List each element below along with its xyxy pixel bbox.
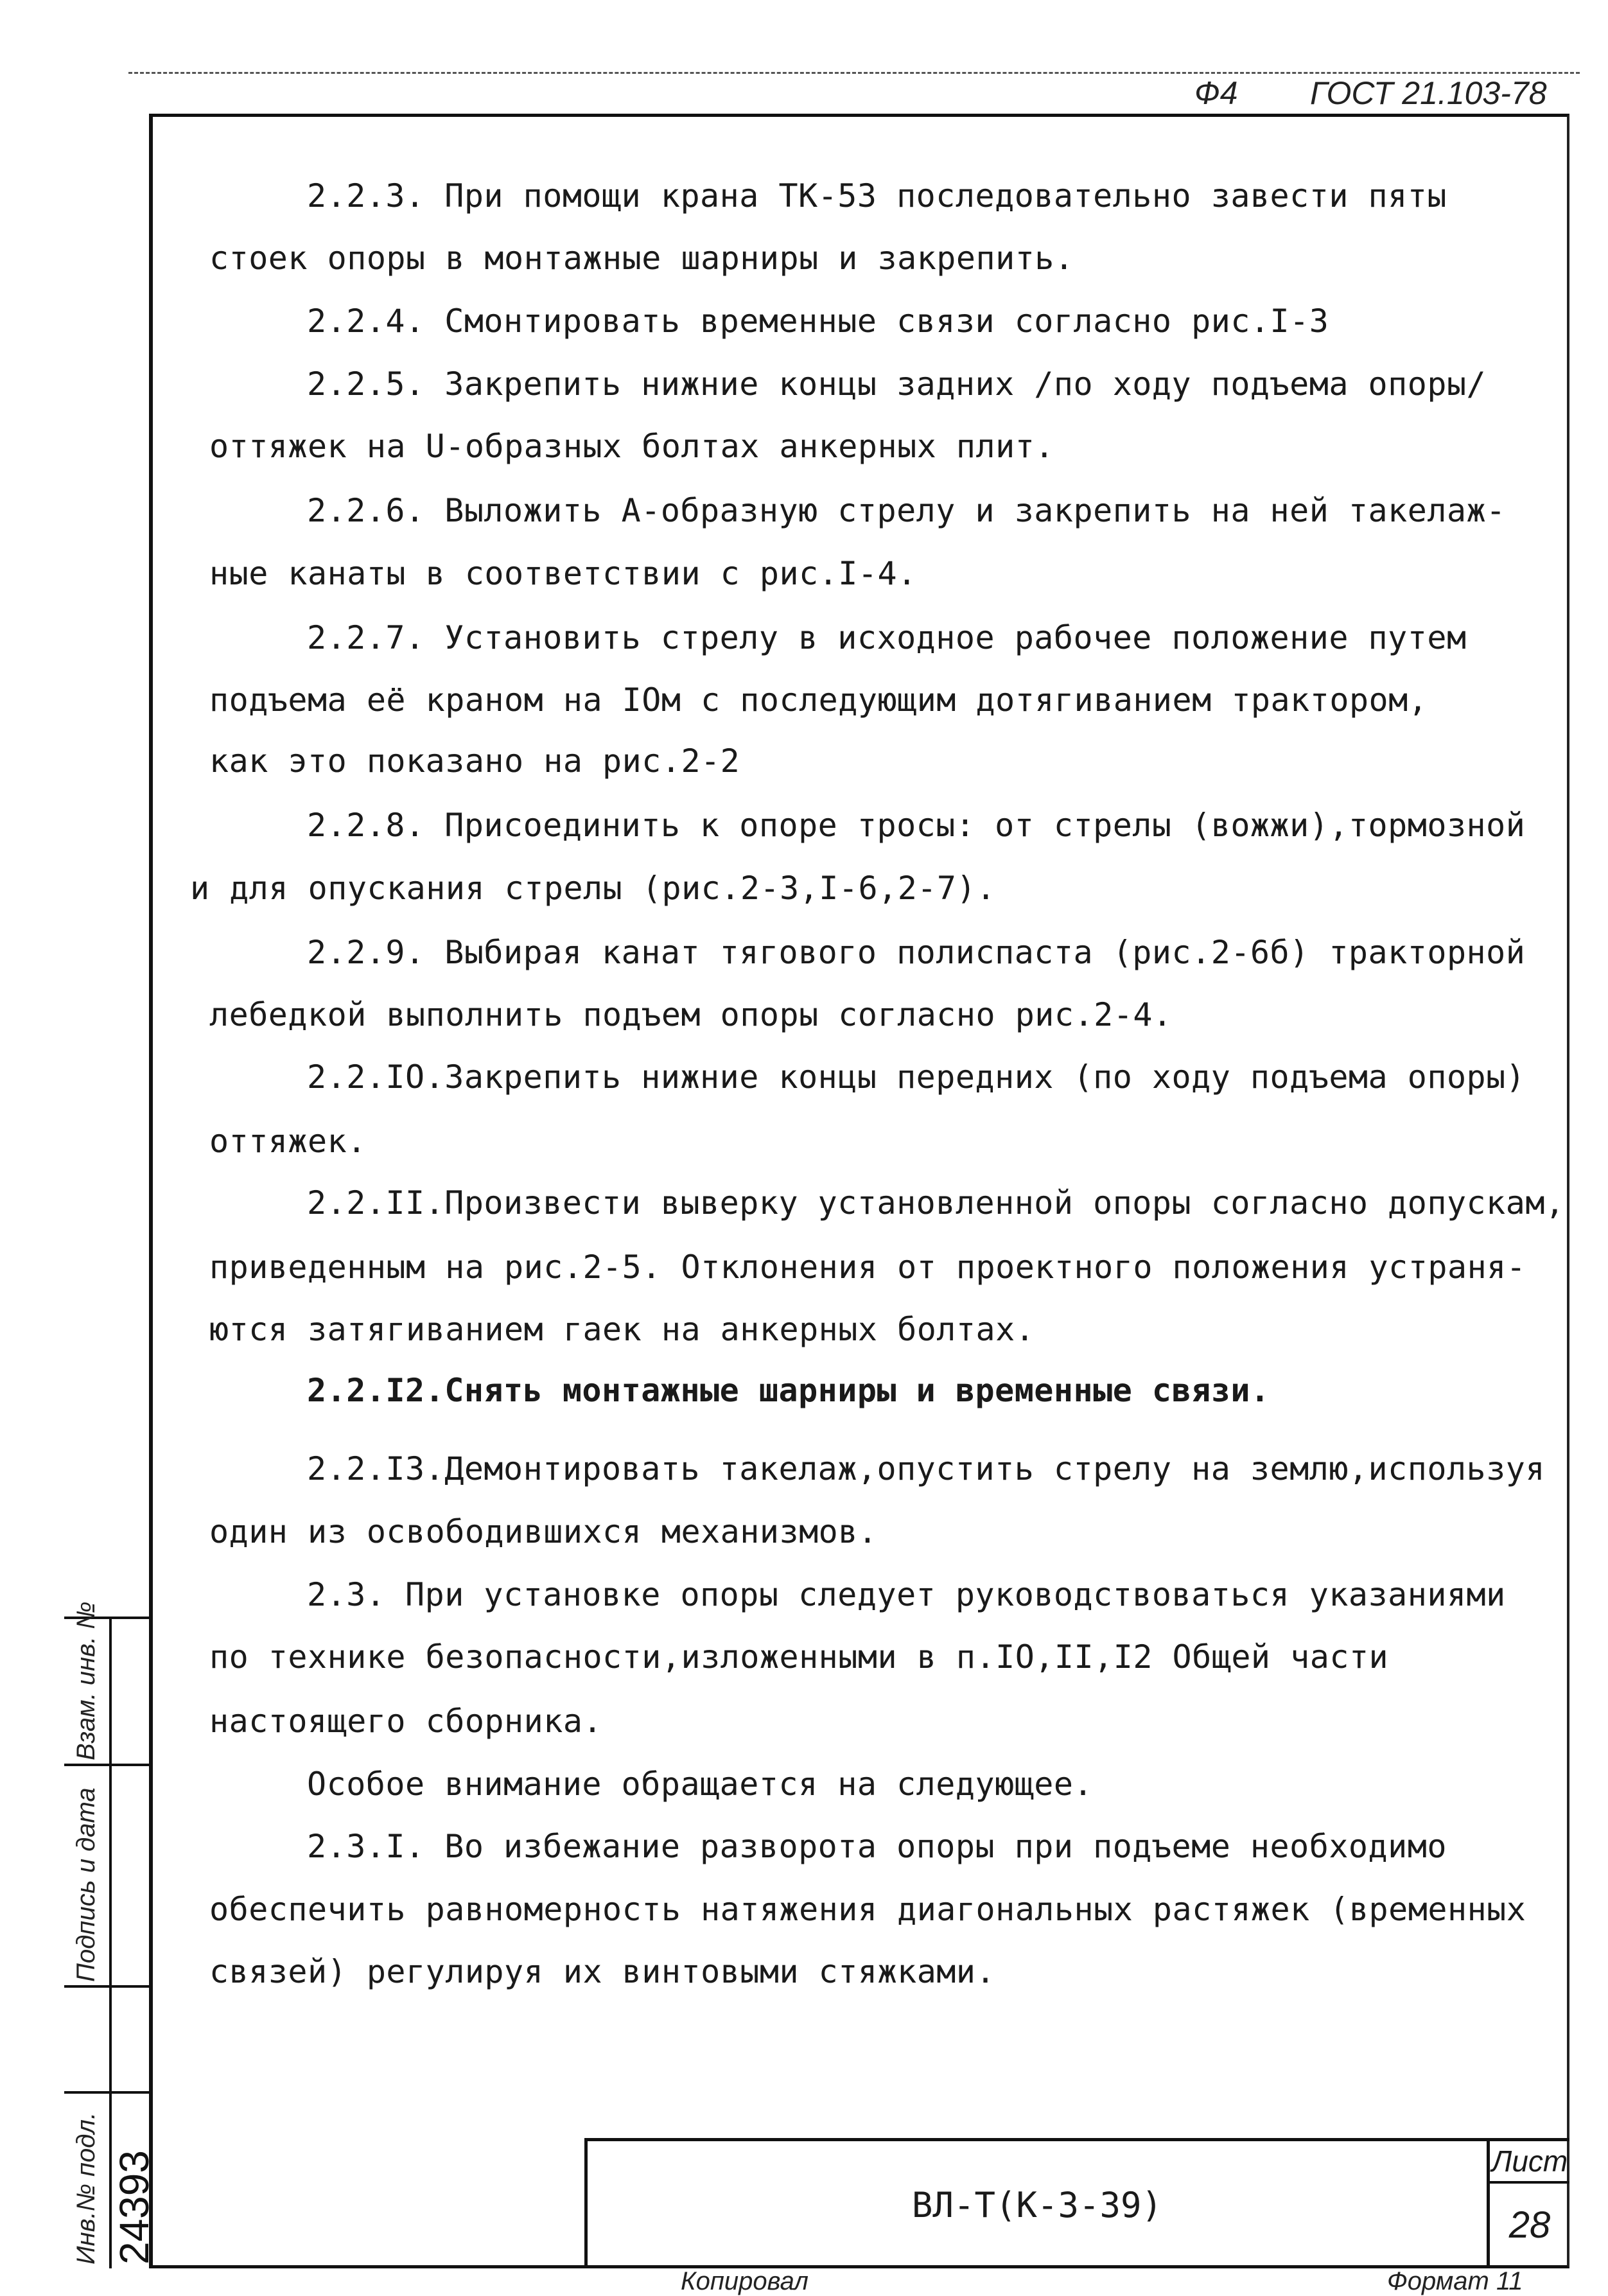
paragraph-line: стоек опоры в монтажные шарниры и закрепить. [209, 240, 1074, 277]
paragraph-line: 2.2.I2.Снять монтажные шарниры и временные связи. [307, 1372, 1270, 1409]
top-dashed-line [128, 72, 1580, 74]
side-stamp-strip [64, 1601, 157, 2268]
sheet-label: Лист [1490, 2141, 1569, 2184]
paragraph-line: один из освободившихся механизмов. [209, 1513, 878, 1550]
paragraph-line: и для опускания стрелы (рис.2-3,I-6,2-7). [190, 870, 996, 907]
paragraph-line: 2.2.3. При помощи крана ТК-53 последовательно завести пяты [307, 177, 1447, 215]
paragraph-line: оттяжек. [209, 1123, 367, 1160]
paragraph-line: 2.2.II.Произвести выверку установленной опоры согласно допускам, [307, 1184, 1565, 1222]
document-code: ВЛ-Т(К-3-39) [584, 2141, 1490, 2268]
inv-original-label: Инв.№ подл. [72, 2112, 100, 2265]
paragraph-line: настоящего сборника. [209, 1703, 603, 1740]
paragraph-line: 2.2.9. Выбирая канат тягового полиспаста (рис.2-6б) тракторной [307, 934, 1526, 971]
paragraph-line: 2.2.IO.Закрепить нижние концы передних (по ходу подъема опоры) [307, 1058, 1526, 1096]
paragraph-line: подъема её краном на IOм с последующим дотягиванием трактором, [209, 681, 1428, 719]
header-standard: ГОСТ 21.103-78 [1310, 75, 1547, 111]
paragraph-line: 2.2.7. Установить стрелу в исходное рабочее положение путем [307, 619, 1467, 656]
title-block [584, 2138, 1569, 2268]
paragraph-line: 2.2.4. Смонтировать временные связи согласно рис.I-3 [307, 302, 1329, 340]
sign-date-label: Подпись и дата [72, 1787, 100, 1982]
paragraph-line: обеспечить равномерность натяжения диагональных растяжек (временных [209, 1891, 1526, 1928]
paragraph-line: 2.2.I3.Демонтировать такелаж,опустить стрелу на землю,используя [307, 1450, 1545, 1487]
paragraph-line: лебедкой выполнить подъем опоры согласно рис.2-4. [209, 996, 1173, 1033]
paragraph-line: как это показано на рис.2-2 [209, 742, 740, 780]
paragraph-line: 2.2.8. Присоединить к опоре тросы: от стрелы (вожжи),тормозной [307, 807, 1526, 844]
paragraph-line: по технике безопасности,изложенными в п.IO,II,I2 Общей части [209, 1638, 1389, 1676]
paragraph-line: 2.2.5. Закрепить нижние концы задних /по ходу подъема опоры/ [307, 365, 1487, 403]
paragraph-line: связей) регулируя их винтовыми стяжками. [209, 1953, 996, 1990]
format-label: Формат 11 [1387, 2267, 1523, 2295]
replace-inv-label: Взам. инв. № [72, 1601, 100, 1760]
side-divider [64, 2091, 153, 2094]
paragraph-line: 2.2.6. Выложить А-образную стрелу и закрепить на ней такелаж- [307, 492, 1506, 529]
paragraph-line: приведенным на рис.2-5. Отклонения от проектного положения устраня- [209, 1249, 1526, 1286]
side-divider [64, 1764, 153, 1766]
sheet-number: 28 [1508, 2204, 1551, 2246]
side-divider [64, 1985, 153, 1988]
paragraph-line: 2.3. При установке опоры следует руководствоваться указаниями [307, 1576, 1506, 1613]
inv-number: 24393 [111, 2150, 157, 2265]
paragraph-line: оттяжек на U-образных болтах анкерных плит. [209, 428, 1054, 465]
paragraph-line: ные канаты в соответствии с рис.I-4. [209, 555, 917, 592]
paragraph-line: 2.3.I. Во избежание разворота опоры при подъеме необходимо [307, 1828, 1447, 1865]
header-mark: Ф4 [1194, 75, 1238, 111]
paragraph-line: Особое внимание обращается на следующее. [307, 1766, 1094, 1803]
copied-by: Копировал [681, 2267, 808, 2295]
paragraph-line: ются затягиванием гаек на анкерных болтах. [209, 1311, 1035, 1348]
